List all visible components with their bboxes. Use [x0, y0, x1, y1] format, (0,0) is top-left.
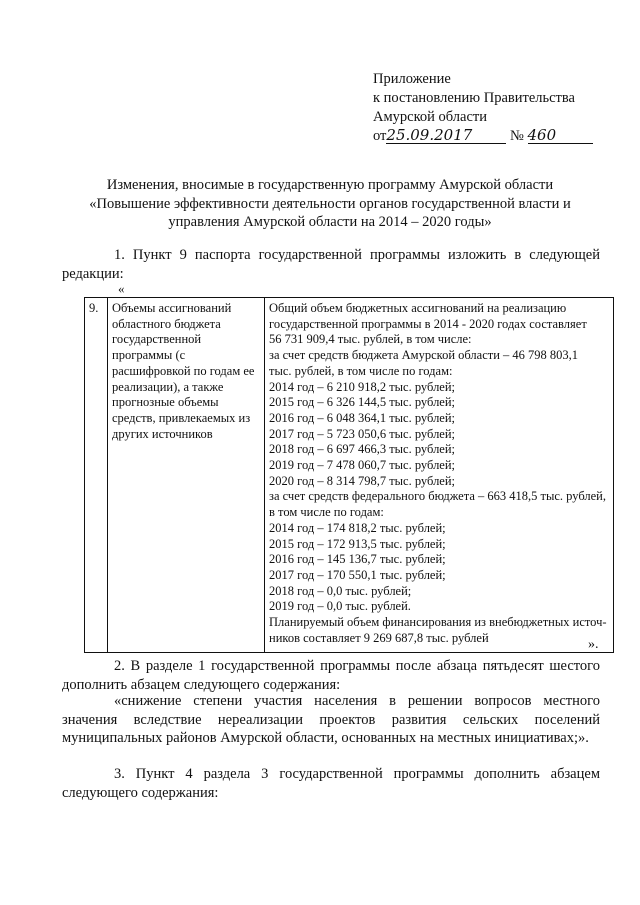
title-line-3: управления Амурской области на 2014 – 2020 годы»	[168, 214, 492, 230]
content-line: за счет средств бюджета Амурской области – 46 798 803,1	[269, 348, 579, 363]
paragraph-2-quote: «снижение степени участия населения в решении вопросов местного значения вследствие нереализации проектов развития сельских поселений муниципальных районов Амурской области, основанных на местных инициативах;».	[62, 693, 600, 746]
date-value: 25.09.2017	[386, 128, 506, 144]
content-line: 2015 год – 6 326 144,5 тыс. рублей;	[269, 395, 456, 410]
content-line: 2017 год – 170 550,1 тыс. рублей;	[269, 567, 446, 582]
row-content	[265, 298, 614, 653]
content-line: 2018 год – 6 697 466,3 тыс. рублей;	[269, 442, 456, 457]
passport-table	[84, 297, 614, 653]
document-title	[60, 176, 600, 232]
title-line-1: Изменения, вносимые в государственную программу Амурской области	[106, 177, 554, 193]
date-prefix: от	[373, 128, 387, 144]
appendix-decree: к постановлению Правительства	[373, 90, 575, 106]
row-number: 9.	[85, 298, 108, 653]
content-line: тыс. рублей, в том числе по годам:	[269, 363, 453, 378]
content-line: 2015 год – 172 913,5 тыс. рублей;	[269, 536, 446, 551]
quote-open: «	[118, 281, 125, 296]
paragraph-3: 3. Пункт 4 раздела 3 государственной программы дополнить абзацем следующего содержания:	[62, 766, 600, 801]
content-line: 2018 год – 0,0 тыс. рублей;	[269, 583, 412, 598]
content-line: 56 731 909,4 тыс. рублей, в том числе:	[269, 332, 472, 347]
content-line: 2017 год – 5 723 050,6 тыс. рублей;	[269, 426, 456, 441]
table-row	[85, 298, 614, 653]
content-line: за счет средств федерального бюджета – 663 418,5 тыс. рублей,	[269, 489, 606, 504]
content-line: в том числе по годам:	[269, 505, 384, 520]
content-line: 2014 год – 174 818,2 тыс. рублей;	[269, 520, 446, 535]
content-line: Планируемый объем финансирования из внебюджетных источ-	[269, 615, 607, 630]
content-line: Общий объем бюджетных ассигнований на реализацию	[269, 301, 567, 315]
title-line-2: «Повышение эффективности деятельности органов государственной власти и	[89, 195, 571, 212]
number-prefix: №	[510, 128, 524, 144]
paragraph-2: 2. В разделе 1 государственной программы после абзаца пятьдесят шестого дополнить абзацем следующего содержания:	[62, 658, 600, 693]
number-value: 460	[528, 128, 593, 144]
content-line: 2016 год – 6 048 364,1 тыс. рублей;	[269, 410, 456, 425]
content-line: 2019 год – 7 478 060,7 тыс. рублей;	[269, 458, 456, 473]
appendix-title: Приложение	[373, 71, 451, 87]
appendix-date-number	[373, 127, 593, 146]
content-line: ников составляет 9 269 687,8 тыс. рублей	[269, 630, 489, 645]
quote-close: ».	[588, 637, 599, 652]
paragraph-1: 1. Пункт 9 паспорта государственной программы изложить в следующей редакции:	[62, 247, 600, 282]
content-line: 2014 год – 6 210 918,2 тыс. рублей;	[269, 379, 456, 394]
content-line: 2019 год – 0,0 тыс. рублей.	[269, 599, 411, 614]
row-name: Объемы ассигнований областного бюджета государственной программы (с расшифровкой по годам ее реализации), а также прогнозные объемы средств, привлекаемых из других источников	[108, 298, 265, 653]
content-line: 2020 год – 8 314 798,7 тыс. рублей;	[269, 473, 456, 488]
appendix-region: Амурской области	[373, 109, 487, 125]
content-line: 2016 год – 145 136,7 тыс. рублей;	[269, 552, 446, 567]
content-line: государственной программы в 2014 - 2020 годах составляет	[269, 316, 587, 331]
appendix-header	[373, 70, 593, 146]
